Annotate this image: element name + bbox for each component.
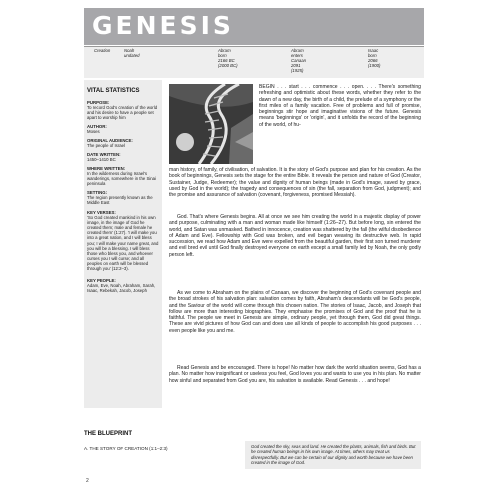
creation-artwork-graphic [169,84,253,164]
timeline-item [94,48,110,53]
timeline-line: Isaac [368,48,379,53]
key-verses-label: KEY VERSES: [87,210,116,215]
sidebar-setting [87,190,159,205]
timeline-line: Noah [124,48,135,53]
timeline-item [368,48,380,68]
timeline-line: Canaan [291,58,307,64]
setting-label: SETTING: [87,190,108,195]
audience-label: ORIGINAL AUDIENCE: [87,138,133,143]
sidebar-title: VITAL STATISTICS [87,88,140,94]
timeline-line: born [368,53,377,59]
timeline-item [291,48,306,73]
blueprint-title: THE BLUEPRINT [84,431,132,437]
setting-text: The region presently known as the Middle East [87,195,153,206]
key-people-label: KEY PEOPLE: [87,278,116,283]
timeline-line: (2000 BC) [218,63,238,69]
key-verses-text: 'So God created mankind in his own image, in the image of God he created them; male and female he created them' (1:27). 'I will make you into a great nation, and I will bless you; I will make your name great, and you will be a blessing. I will bless those who bless you, and whoever curses you I will curse; and all peoples on earth will be blessed through you' (12:2–3). [87,215,159,272]
book-title: GENESIS [92,11,234,40]
author-text: Moses [87,129,100,135]
creation-artwork [169,84,253,164]
timeline-item [218,48,238,68]
intro-paragraph-start: BEGIN . . . start . . . commence . . . open. . . . There's something refreshing and optimistic about these words, whether they refer to the dawn of a new day, the birth of a child, the prelude of a symphony or the first miles of a family vacation. Free of problems and full of promise, beginnings stir hope and imaginative visions of the future. Genesis means 'beginnings' or 'origin', and it unfolds the record of the beginning of the world, of hu- [259,84,421,128]
timeline-line: (1925) [291,68,304,74]
timeline-line: Abram [291,48,304,53]
page-number: 2 [86,478,89,484]
timeline-line: enters [291,53,303,59]
date-text: 1450–1410 BC [87,157,116,163]
book-title-banner [84,8,424,45]
sidebar-key-people [87,278,159,293]
sidebar-key-verses [87,210,159,271]
author-label: AUTHOR: [87,124,107,129]
purpose-text: To record God's creation of the world and his desire to have a people set apart to worship him [87,105,158,121]
sidebar-date [87,152,159,162]
blueprint-description-box [245,441,421,469]
timeline-line: 2066 [368,58,378,64]
where-text: In the wilderness during Israel's wanderings, somewhere in the Sinai peninsula [87,171,157,187]
sidebar-audience [87,138,159,148]
blueprint-item: A. THE STORY OF CREATION (1:1–2:3) [84,446,168,451]
paragraph-god: God. That's where Genesis begins. All at once we see him creating the world in a majestic display of power and purpose, culminating with a man and woman made like himself (1:26–27). But before long, sin entered the world, and Satan was unmasked. Bathed in innocence, creation was shattered by the fall (the wilful disobedience of Adam and Eve). Fellowship with God was broken, and evil began weaving its destructive web. In rapid succession, we read how Adam and Eve were expelled from the beautiful garden, their first son turned murderer and evil bred evil until God finally destroyed everyone on earth except a small family led by Noah, the only godly person left. [169,214,421,258]
timeline-line: Abram [218,48,231,53]
sidebar-author [87,124,159,134]
date-label: DATE WRITTEN: [87,152,121,157]
paragraph-hope: Read Genesis and be encouraged. There is hope! No matter how dark the world situation seems, God has a plan. No matter how insignificant or useless you feel, God loves you and wants to use you in his plan. No matter how sinful and separated from God you are, his salvation is available. Read Genesis . . . and hope! [169,365,421,384]
timeline-line: born [218,53,227,59]
blueprint-description: God created the sky, seas and land. He created the plants, animals, fish and birds. But he created human beings in his own image. At times, others may treat us disrespectfully. But we can be certain of our dignity and worth because we have been created in the image of God. [251,444,416,465]
audience-text: The people of Israel [87,143,125,149]
timeline-item [124,48,140,58]
key-people-text: Adam, Eve, Noah, Abraham, Sarah, Isaac, Rebekah, Jacob, Joseph [87,283,156,294]
vital-statistics-sidebar [84,80,162,408]
timeline-line: (1900) [368,63,381,69]
timeline-rule [84,46,424,47]
paragraph-abraham: As we come to Abraham on the plains of Canaan, we discover the beginning of God's covenant people and the broad strokes of his salvation plan: salvation comes by faith, Abraham's descendants will be God's people, and the Saviour of the world will come through this chosen nation. The stories of Isaac, Jacob, and Joseph that follow are more than interesting biographies. They emphasise the promises of God and the proof that he is faithful. The people we meet in Genesis are simple, ordinary people, yet through them, God did great things. These are vivid pictures of how God can and does use all kinds of people to accomplish his good purposes . . . even people like you and me. [169,290,421,334]
timeline [84,46,424,78]
sidebar-where [87,166,159,186]
timeline-line: Creation [94,48,111,53]
where-label: WHERE WRITTEN: [87,166,126,171]
timeline-line: undated [124,53,140,59]
timeline-line: 2166 BC [218,58,235,64]
sidebar-purpose [87,100,159,120]
intro-paragraph-end: man history, of family, of civilisation, of salvation. It is the story of God's purpose and plan for his creation. As the book of beginnings, Genesis sets the stage for the entire Bible. It reveals the person and nature of God (Creator, Sustainer, Judge, Redeemer); the value and dignity of human beings (made in God's image, saved by grace, used by God in the world); the tragedy and consequences of sin (the fall, separation from God, judgment); and the promise and assurance of salvation (covenant, forgiveness, promised Messiah). [169,167,421,199]
timeline-line: 2091 [291,63,301,69]
purpose-label: PURPOSE: [87,100,110,105]
